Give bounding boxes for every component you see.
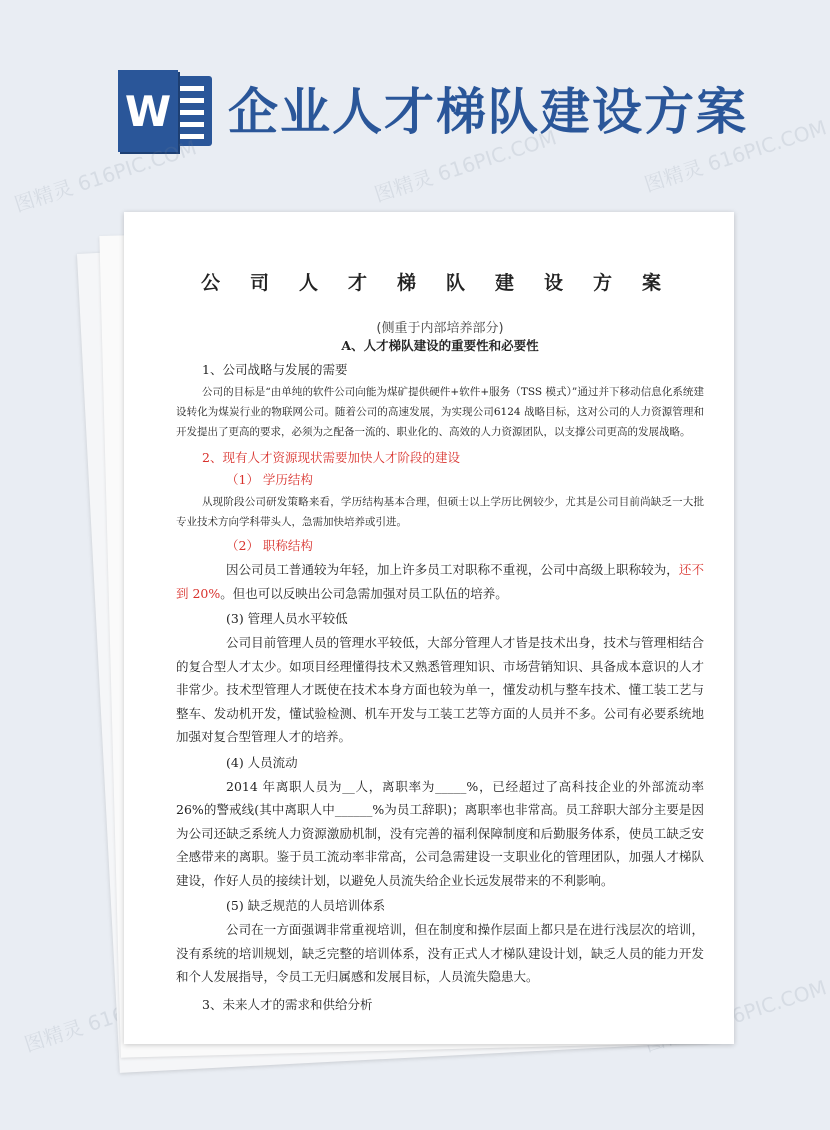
section-a-heading: A、人才梯队建设的重要性和必要性 <box>341 338 539 353</box>
paragraph-turnover: 2014 年离职人员为__人，离职率为_____%，已经超过了高科技企业的外部流动率 26%的警戒线(其中离职人中______%为员工辞职)；离职率也非常高。员工辞职大部分主要是因为公司还缺乏系统人力资源激励机制，没有完善的福利保障制度和后勤服务体系，使员工缺乏安全感带来的离职。鉴于员工流动率非常高，公司急需建设一支职业化的管理团队，加强人才梯队建设，作好人员的接续计划，以避免人员流失给企业长远发展带来的不利影响。 <box>176 778 704 888</box>
heading-current-status: 2、现有人才资源现状需要加快人才阶段的建设 <box>202 450 460 465</box>
word-document-icon <box>118 70 214 152</box>
document-title: 公司人才梯队建设方案 <box>200 272 691 294</box>
paragraph-titles-part1: 因公司员工普通较为年轻，加上许多员工对职称不重视，公司中高级上职称较为， <box>226 562 679 577</box>
watermark: 图精灵 616PIC.COM <box>641 975 830 1057</box>
banner <box>0 0 800 200</box>
word-icon-tile: W <box>118 70 178 152</box>
watermark: 图精灵 616PIC.COM <box>11 135 200 217</box>
heading-management-level: (3) 管理人员水平较低 <box>226 611 348 626</box>
paragraph-education: 从现阶段公司研发策略来看，学历结构基本合理，但硕士以上学历比例较少，尤其是公司目前尚缺乏一大批专业技术方向学科带头人，急需加快培养或引进。 <box>176 496 704 528</box>
banner-title: 企业人才梯队建设方案 <box>228 83 748 141</box>
paragraph-titles <box>176 558 704 605</box>
paragraph-training: 公司在一方面强调非常重视培训，但在制度和操作层面上都只是在进行浅层次的培训，没有系统的培训规划，缺乏完整的培训体系，没有正式人才梯队建设计划，缺乏人员的能力开发和个人发展指导，令员工无归属感和发展目标，人员流失隐患大。 <box>176 922 704 984</box>
watermark: 图精灵 616PIC.COM <box>371 125 560 207</box>
watermark: 图精灵 616PIC.COM <box>641 115 830 197</box>
paragraph-management: 公司目前管理人员的管理水平较低，大部分管理人才皆是技术出身，技术与管理相结合的复合型人才太少。如项目经理懂得技术又熟悉管理知识、市场营销知识、具备成本意识的人才非常少。技术型管理人才既使在技术本身方面也较为单一，懂发动机与整车技术、懂工装工艺与整车、发动机开发，懂试验检测、机车开发与工装工艺等方面的人员并不多。公司有必要系统地加强对复合型管理人才的培养。 <box>176 635 704 744</box>
heading-title-structure: （2） 职称结构 <box>226 538 313 553</box>
paragraph-titles-part2: 。但也可以反映出公司急需加强对员工队伍的培养。 <box>220 585 508 601</box>
heading-strategy: 1、公司战略与发展的需要 <box>202 362 348 377</box>
paragraph-strategy: 公司的目标是“由单纯的软件公司向能为煤矿提供硬件+软件+服务（TSS 模式）”通过并下移动信息化系统建设转化为煤炭行业的物联网公司。随着公司的高速发展，为实现公司6124 战略目标，这对公司的人力资源管理和开发提出了更高的要求，必须为之配备一流的、职业化的、高效的人力资源团队，以支撑公司更高的发展战略。 <box>176 386 704 438</box>
heading-turnover: (4) 人员流动 <box>226 754 298 770</box>
watermark: 图精灵 616PIC.COM <box>21 975 210 1057</box>
heading-training: (5) 缺乏规范的人员培训体系 <box>226 898 386 913</box>
document-page <box>124 212 734 1044</box>
heading-future-demand: 3、未来人才的需求和供给分析 <box>202 996 373 1012</box>
document-subtitle: (侧重于内部培养部分) <box>376 321 504 336</box>
document-body <box>176 268 704 1017</box>
heading-education-structure: （1） 学历结构 <box>226 472 313 487</box>
paragraph-titles-highlight: 还不到 20% <box>176 562 704 601</box>
